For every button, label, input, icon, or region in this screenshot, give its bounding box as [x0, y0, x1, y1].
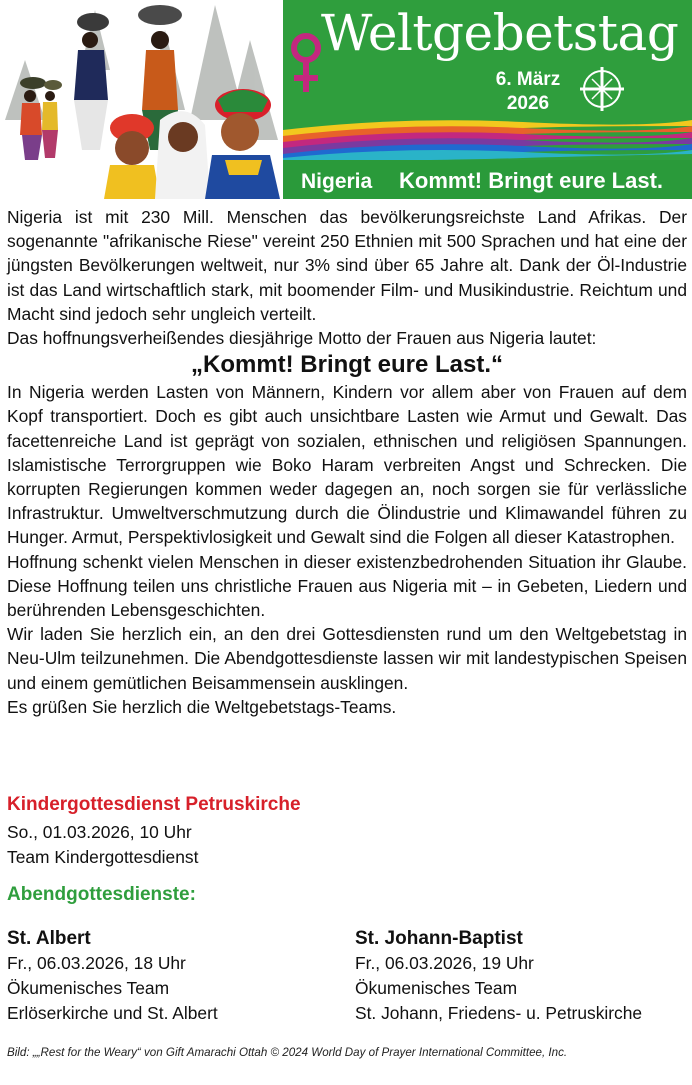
banner-motto: Kommt! Bringt eure Last. — [399, 168, 664, 193]
kids-service-title: Kindergottesdienst Petruskirche — [7, 794, 301, 815]
banner-title: Weltgebetstag — [321, 4, 679, 62]
intro-paragraph: In Nigeria werden Lasten von Männern, Kindern vor allem aber von Frauen auf dem Kopf transportiert. Doch es gibt auch unsichtbare Lasten wie Armut und Gewalt. Das facettenreiche Land ist geprägt von sozialen, ethnischen und religiösen Spannungen. Islamistische Terrorgruppen wie Boko Haram verbreiten Angst und Schrecken. Die korrupten Regierungen kommen weder dagegen an, noch sorgen sie für verlässliche Infrastruktur. Umweltverschmutzung durch die Ölindustrie und Klimawandel führen zu Hunger. Armut, Perspektivlosigkeit und Gewalt sind die Folgen all dieser Katastrophen. — [7, 382, 687, 548]
image-credit: Bild: „„Rest for the Weary“ von Gift Amarachi Ottah © 2024 World Day of Prayer International Committee, Inc. — [7, 1046, 568, 1059]
intro-paragraph: Nigeria ist mit 230 Mill. Menschen das bevölkerungsreichste Land Afrikas. Der sogenannte "afrikanische Riese" vereint 250 Ethnien mit 500 Sprachen und hat eine der jüngsten Bevölkerungen weltweit, nur 3% sind über 65 Jahre alt. Dank der Öl-Industrie ist das Land wirtschaftlich stark, mit boomender Film- und Musikindustrie. Reichtum und Macht sind jedoch sehr ungleich verteilt. — [7, 207, 687, 324]
header-banner — [0, 0, 692, 199]
title-banner — [283, 0, 692, 199]
service-title: St. Johann-Baptist — [355, 928, 523, 949]
service-st-albert — [7, 927, 218, 1026]
intro-paragraph: Das hoffnungsverheißendes diesjährige Motto der Frauen aus Nigeria lautet: — [7, 328, 597, 349]
service-place: Erlöserkirche und St. Albert — [7, 1003, 218, 1023]
service-team: Ökumenisches Team — [7, 978, 170, 998]
venus-symbol-icon — [289, 28, 323, 98]
women-carrying-loads-illustration — [0, 0, 283, 199]
service-team: Ökumenisches Team — [355, 978, 518, 998]
intro-paragraph: Es grüßen Sie herzlich die Weltgebetstags-Teams. — [7, 696, 397, 717]
kids-service-date: So., 01.03.2026, 10 Uhr — [7, 822, 192, 842]
service-place: St. Johann, Friedens- u. Petruskirche — [355, 1003, 643, 1023]
kids-service-team: Team Kindergottesdienst — [7, 846, 199, 867]
banner-date-year: 2026 — [506, 93, 550, 114]
intro-paragraph: Wir laden Sie herzlich ein, an den drei Gottesdiensten rund um den Weltgebetstag in Neu-Ulm teilzunehmen. Die Abendgottesdienste lassen wir mit landestypischen Speisen und einem gemütlichen Beisammensein ausklingen. — [7, 624, 687, 693]
motto-quote: „Kommt! Bringt eure Last.“ — [190, 351, 504, 379]
banner-country: Nigeria — [301, 170, 373, 193]
ecumenical-cross-icon — [579, 66, 625, 112]
intro-paragraph: Hoffnung schenkt vielen Menschen in dieser existenzbedrohenden Situation ihr Glaube. Diese Hoffnung teilen uns christliche Frauen aus Nigeria mit – in Gebeten, Liedern und berührenden Lebensgeschichten. — [7, 551, 687, 621]
banner-date-day: 6. März — [495, 69, 561, 90]
kids-service-details — [7, 820, 198, 869]
artwork-illustration — [0, 0, 283, 199]
service-date: Fr., 06.03.2026, 19 Uhr — [355, 953, 534, 973]
intro-text — [7, 205, 687, 719]
service-date: Fr., 06.03.2026, 18 Uhr — [7, 953, 186, 973]
service-title: St. Albert — [7, 928, 91, 949]
banner-date — [488, 68, 568, 116]
evening-services-heading: Abendgottesdienste: — [7, 884, 196, 905]
service-st-johann-baptist — [355, 927, 642, 1026]
rainbow-stripes — [283, 112, 692, 162]
